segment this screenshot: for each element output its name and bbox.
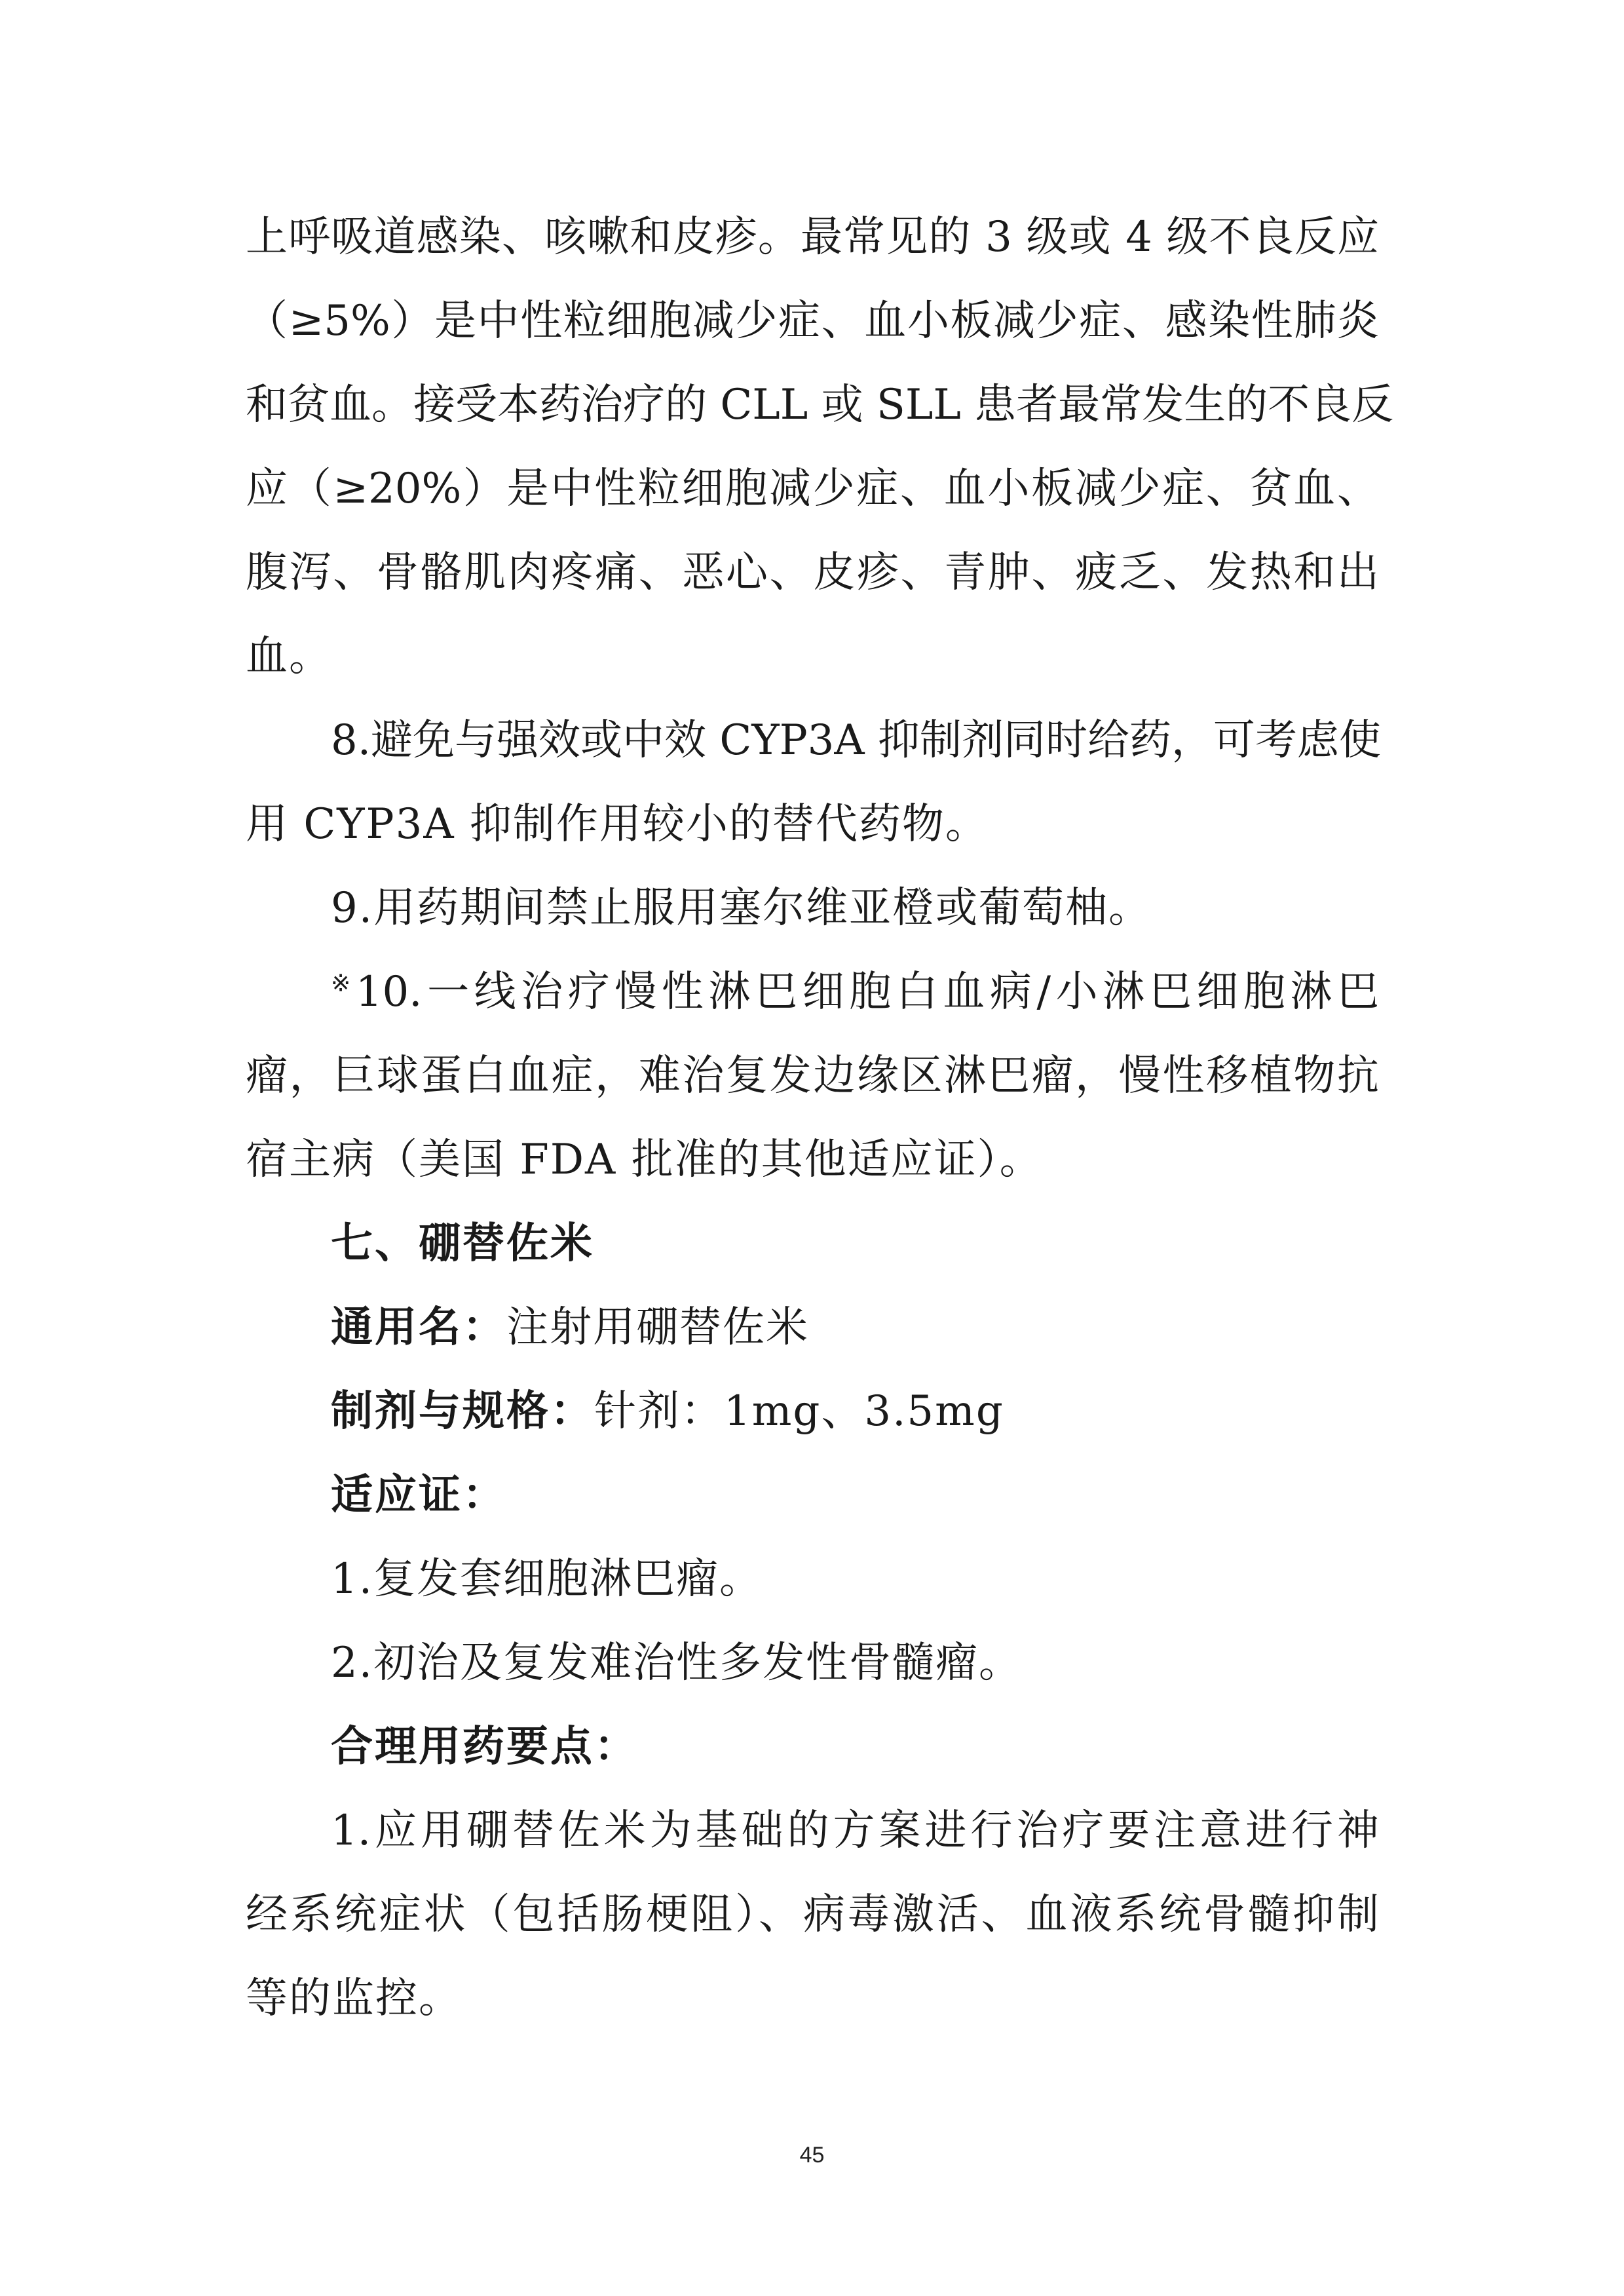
specification-value: 针剂：1mg、3.5mg [594,1387,1004,1436]
paragraph-line: 血。 [246,632,332,681]
list-item-9: 9.用药期间禁止服用塞尔维亚橙或葡萄柚。 [331,884,1152,932]
indication-item: 1.复发套细胞淋巴瘤。 [331,1555,763,1603]
indications-label: 适应证： [331,1471,506,1520]
rational-use-line: 经系统症状（包括肠梗阻）、病毒激活、血液系统骨髓抑制 [246,1890,1379,1939]
reference-mark: ※ [331,970,356,997]
list-item-8-line: 8.避免与强效或中效 CYP3A 抑制剂同时给药，可考虑使 [331,716,1381,765]
rational-use-label: 合理用药要点： [331,1723,638,1771]
paragraph-line: （≥5%）是中性粒细胞减少症、血小板减少症、感染性肺炎 [246,297,1379,345]
generic-name-value: 注射用硼替佐米 [506,1303,809,1352]
paragraph-line: 应（≥20%）是中性粒细胞减少症、血小板减少症、贫血、 [246,465,1379,513]
paragraph-line: 和贫血。接受本药治疗的 CLL 或 SLL 患者最常发生的不良反 [246,381,1394,429]
paragraph-line: 上呼吸道感染、咳嗽和皮疹。最常见的 3 级或 4 级不良反应 [246,213,1379,261]
specification-row [331,1385,1379,1438]
section-heading: 七、硼替佐米 [331,1219,594,1268]
generic-name-row [331,1301,1379,1354]
list-item-10-text: 10.一线治疗慢性淋巴细胞白血病/小淋巴细胞淋巴 [355,968,1379,1016]
page-number: 45 [799,2143,825,2168]
rational-use-line: 1.应用硼替佐米为基础的方案进行治疗要注意进行神 [331,1807,1379,1855]
list-item-10-line: 瘤，巨球蛋白血症，难治复发边缘区淋巴瘤，慢性移植物抗 [246,1052,1379,1100]
rational-use-line: 等的监控。 [246,1974,462,2023]
list-item-10-line: 宿主病（美国 FDA 批准的其他适应证）。 [246,1136,1043,1184]
paragraph-line: 腹泻、骨骼肌肉疼痛、恶心、皮疹、青肿、疲乏、发热和出 [246,548,1379,597]
indication-item: 2.初治及复发难治性多发性骨髓瘤。 [331,1639,1023,1687]
specification-label: 制剂与规格： [331,1387,594,1436]
list-item-8-line: 用 CYP3A 抑制作用较小的替代药物。 [246,800,989,849]
list-item-10-line [331,966,1379,1018]
generic-name-label: 通用名： [331,1303,506,1352]
